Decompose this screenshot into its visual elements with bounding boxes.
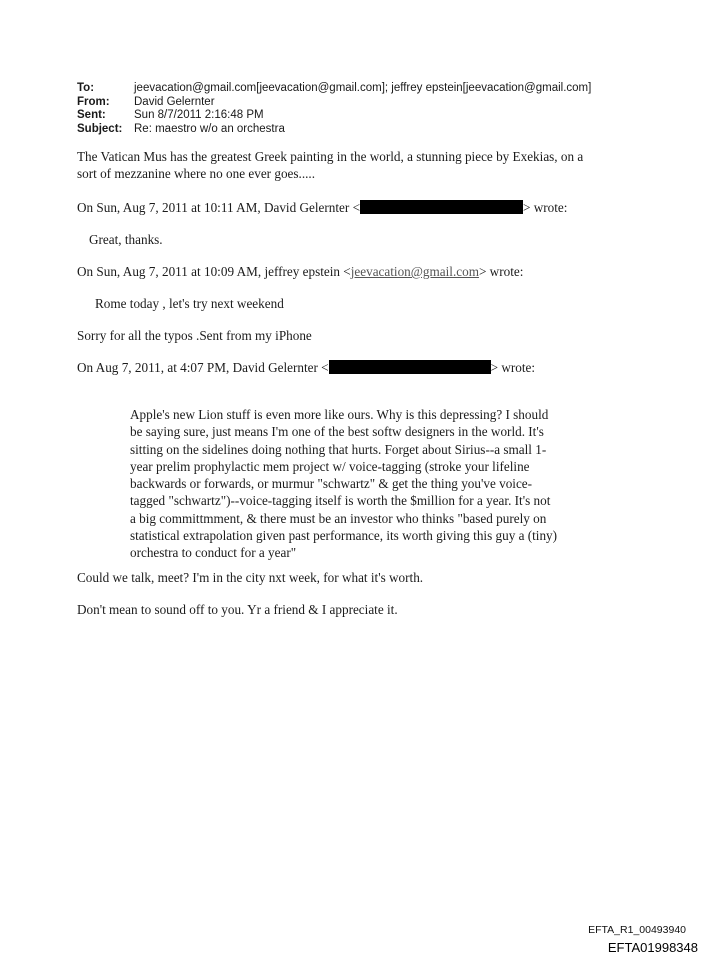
- closing-line-2: Don't mean to sound off to you. Yr a friend & I appreciate it.: [77, 602, 398, 617]
- attribution-3-wrote: > wrote:: [490, 360, 536, 375]
- attribution-2-text: On Sun, Aug 7, 2011 at 10:09 AM, jeffrey epstein <: [77, 264, 351, 279]
- quoted-line: tagged "schwartz")--voice-tagging itself is worth the $million for a year. It's not: [130, 493, 551, 509]
- from-label: From:: [77, 95, 110, 108]
- attribution-line-1: [77, 199, 567, 216]
- header-subject-row: [77, 123, 591, 137]
- attribution-3-text: On Aug 7, 2011, at 4:07 PM, David Gelernter <: [77, 360, 329, 375]
- closing-line-1: Could we talk, meet? I'm in the city nxt week, for what it's worth.: [77, 570, 424, 585]
- attribution-2-wrote: > wrote:: [478, 264, 524, 279]
- to-value: jeevacation@gmail.com[jeevacation@gmail.com]; jeffrey epstein[jeevacation@gmail.com]: [134, 82, 592, 94]
- quoted-line: orchestra to conduct for a year": [130, 545, 297, 561]
- quoted-line: backwards or forwards, or murmur "schwartz" & get the thing you've voice-: [130, 476, 533, 492]
- attribution-line-3: [77, 359, 535, 376]
- redaction-box: [329, 360, 491, 374]
- quoted-line: be saying sure, just means I'm one of the best softw designers in the world. It's: [130, 424, 544, 440]
- sent-from-iphone-line: Sorry for all the typos .Sent from my iPhone: [77, 328, 312, 343]
- quoted-line: a big committmment, & there must be an investor who thinks "based purely on: [130, 510, 547, 526]
- header-sent-row: [77, 109, 591, 123]
- quoted-line: Apple's new Lion stuff is even more like ours. Why is this depressing? I should: [130, 407, 549, 422]
- bates-number-1: EFTA_R1_00493940: [588, 924, 686, 936]
- quoted-line: sitting on the sidelines doing nothing that hurts. Forget about Sirius--a small 1-: [130, 441, 547, 457]
- attribution-1-text: On Sun, Aug 7, 2011 at 10:11 AM, David Gelernter <: [77, 200, 361, 215]
- sent-value: Sun 8/7/2011 2:16:48 PM: [134, 109, 264, 122]
- quoted-line: year prelim prophylactic mem project w/ voice-tagging (stroke your lifeline: [130, 458, 530, 474]
- sent-label: Sent:: [77, 109, 106, 122]
- reply-1: Great, thanks.: [89, 232, 163, 247]
- redaction-box: [360, 200, 523, 214]
- subject-value: Re: maestro w/o an orchestra: [134, 122, 285, 135]
- reply-2: Rome today , let's try next weekend: [95, 296, 284, 311]
- email-link[interactable]: jeevacation@gmail.com: [350, 264, 479, 279]
- body-paragraph-1-line-1: The Vatican Mus has the greatest Greek painting in the world, a stunning piece by Exekias, on a: [77, 149, 584, 164]
- email-header: [77, 82, 591, 136]
- bates-number-2: EFTA01998348: [607, 940, 698, 955]
- attribution-1-wrote: > wrote:: [523, 200, 568, 215]
- quoted-message: [130, 406, 590, 562]
- attribution-line-2: [77, 263, 523, 280]
- quoted-line: statistical extrapolation given past performance, its worth giving this guy a (tiny): [130, 528, 558, 544]
- header-to-row: [77, 82, 591, 96]
- body-paragraph-1: [77, 148, 583, 183]
- to-label: To:: [77, 82, 95, 94]
- body-paragraph-1-line-2: sort of mezzanine where no one ever goes.....: [77, 166, 316, 182]
- subject-label: Subject:: [77, 122, 123, 135]
- from-value: David Gelernter: [134, 95, 215, 108]
- header-from-row: [77, 96, 591, 110]
